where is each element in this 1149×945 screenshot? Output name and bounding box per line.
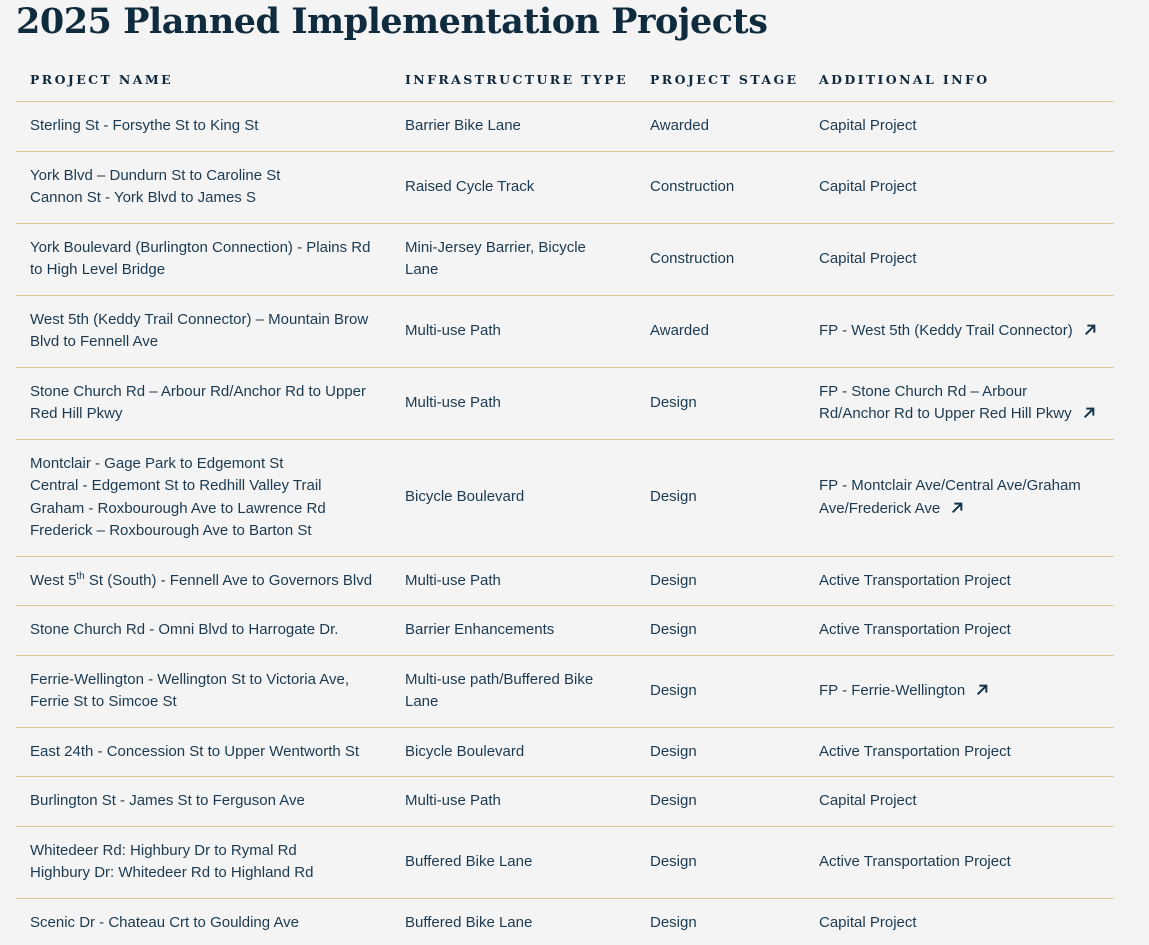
infrastructure-type-cell: Raised Cycle Track [391,151,636,223]
column-header-project-stage: PROJECT STAGE [636,56,805,102]
project-name-line: West 5th (Keddy Trail Connector) – Mountain Brow Blvd to Fennell Ave [30,310,369,350]
table-row [16,295,1114,367]
table-row [16,367,1114,439]
project-name-line: Graham - Roxbourough Ave to Lawrence Rd [30,499,326,517]
column-header-additional-info: ADDITIONAL INFO [805,56,1114,102]
table-row [16,777,1114,827]
project-name-cell [16,102,391,152]
project-stage-cell: Awarded [636,295,805,367]
table-row [16,102,1114,152]
additional-info-text: Active Transportation Project [819,742,1011,760]
infrastructure-type-cell: Buffered Bike Lane [391,826,636,898]
additional-info-link[interactable] [819,383,1097,423]
table-row [16,606,1114,656]
infrastructure-type-cell: Multi-use Path [391,556,636,606]
project-name-line: Montclair - Gage Park to Edgemont St [30,454,284,472]
project-stage-cell: Design [636,727,805,777]
project-stage-cell: Awarded [636,102,805,152]
additional-info-text: Active Transportation Project [819,571,1011,589]
additional-info-link-label: FP - Montclair Ave/Central Ave/Graham Ave/Frederick Ave [819,477,1081,517]
table-header [16,56,1114,102]
additional-info-text: Active Transportation Project [819,621,1011,638]
additional-info-cell [805,826,1114,898]
additional-info-text: Capital Project [819,913,917,931]
project-name-line: Sterling St - Forsythe St to King St [30,117,259,134]
project-name-line: East 24th - Concession St to Upper Wentworth St [30,742,360,760]
project-stage-cell: Design [636,826,805,898]
infrastructure-type-cell: Bicycle Boulevard [391,439,636,556]
additional-info-text: Capital Project [819,177,917,195]
column-header-project-name: PROJECT NAME [16,56,391,102]
project-name-cell [16,223,391,295]
project-name-cell [16,655,391,727]
project-name-line: Highbury Dr: Whitedeer Rd to Highland Rd [30,864,314,881]
table-row [16,439,1114,556]
additional-info-text: Capital Project [819,792,917,809]
infrastructure-type-cell: Barrier Enhancements [391,606,636,656]
project-name-cell [16,439,391,556]
project-stage-cell: Design [636,655,805,727]
project-name-cell [16,777,391,827]
project-name-line: York Blvd – Dundurn St to Caroline St [30,166,281,184]
additional-info-cell [805,102,1114,152]
project-stage-cell: Design [636,898,805,945]
table-row [16,727,1114,777]
infrastructure-type-cell: Barrier Bike Lane [391,102,636,152]
project-name-cell [16,606,391,656]
infrastructure-type-cell: Bicycle Boulevard [391,727,636,777]
project-stage-cell: Design [636,439,805,556]
project-name-line: West 5th St (South) - Fennell Ave to Governors Blvd [30,570,373,589]
project-name-line: Whitedeer Rd: Highbury Dr to Rymal Rd [30,841,297,859]
additional-info-link[interactable] [819,682,990,699]
infrastructure-type-cell: Multi-use Path [391,295,636,367]
project-name-line: Burlington St - James St to Ferguson Ave [30,792,305,809]
additional-info-link[interactable] [819,322,1098,339]
project-name-line: Scenic Dr - Chateau Crt to Goulding Ave [30,913,300,931]
additional-info-cell [805,606,1114,656]
table-row [16,826,1114,898]
additional-info-link-label: FP - Ferrie-Wellington [819,681,966,699]
arrow-outward-icon [1082,322,1098,338]
project-name-line: Cannon St - York Blvd to James S [30,189,256,206]
infrastructure-type-cell: Buffered Bike Lane [391,898,636,945]
project-stage-cell: Design [636,556,805,606]
project-name-cell [16,367,391,439]
project-name-cell [16,295,391,367]
additional-info-cell [805,777,1114,827]
project-name-line: Frederick – Roxbourough Ave to Barton St [30,522,312,539]
project-name-cell [16,727,391,777]
additional-info-link-label: FP - Stone Church Rd – Arbour Rd/Anchor Rd to Upper Red Hill Pkwy [819,382,1072,422]
table-row [16,655,1114,727]
project-name-cell [16,556,391,606]
additional-info-link-label: FP - West 5th (Keddy Trail Connector) [819,321,1073,339]
additional-info-text: Capital Project [819,249,917,267]
project-name-line: York Boulevard (Burlington Connection) - Plains Rd to High Level Bridge [30,238,371,278]
table-row [16,151,1114,223]
additional-info-text: Capital Project [819,117,917,134]
header-row [16,56,1114,102]
ordinal-superscript: th [76,570,85,582]
project-name-line: Stone Church Rd – Arbour Rd/Anchor Rd to Upper Red Hill Pkwy [30,382,367,422]
project-name-line: Stone Church Rd - Omni Blvd to Harrogate Dr. [30,621,339,638]
project-stage-cell: Design [636,367,805,439]
additional-info-cell [805,898,1114,945]
table-row [16,223,1114,295]
additional-info-cell [805,439,1114,556]
infrastructure-type-cell: Multi-use Path [391,777,636,827]
project-name-cell [16,898,391,945]
infrastructure-type-cell: Multi-use path/Buffered Bike Lane [391,655,636,727]
table-row [16,898,1114,945]
additional-info-cell [805,556,1114,606]
additional-info-cell [805,295,1114,367]
arrow-outward-icon [1081,405,1097,421]
project-stage-cell: Construction [636,223,805,295]
arrow-outward-icon [949,500,965,516]
project-stage-cell: Design [636,606,805,656]
additional-info-cell [805,151,1114,223]
infrastructure-type-cell: Multi-use Path [391,367,636,439]
additional-info-cell [805,727,1114,777]
infrastructure-type-cell: Mini-Jersey Barrier, Bicycle Lane [391,223,636,295]
arrow-outward-icon [974,682,990,698]
additional-info-text: Active Transportation Project [819,852,1011,870]
projects-table [16,56,1114,945]
table-body [16,102,1114,945]
additional-info-link[interactable] [819,477,1081,517]
additional-info-cell [805,655,1114,727]
project-name-line: Central - Edgemont St to Redhill Valley Trail [30,477,322,494]
table-row [16,556,1114,606]
page-title: 2025 Planned Implementation Projects [16,1,768,42]
project-name-line: Ferrie-Wellington - Wellington St to Victoria Ave, Ferrie St to Simcoe St [30,670,350,710]
additional-info-cell [805,367,1114,439]
project-stage-cell: Construction [636,151,805,223]
project-name-cell [16,151,391,223]
column-header-infrastructure-type: INFRASTRUCTURE TYPE [391,56,636,102]
project-stage-cell: Design [636,777,805,827]
additional-info-cell [805,223,1114,295]
project-name-cell [16,826,391,898]
